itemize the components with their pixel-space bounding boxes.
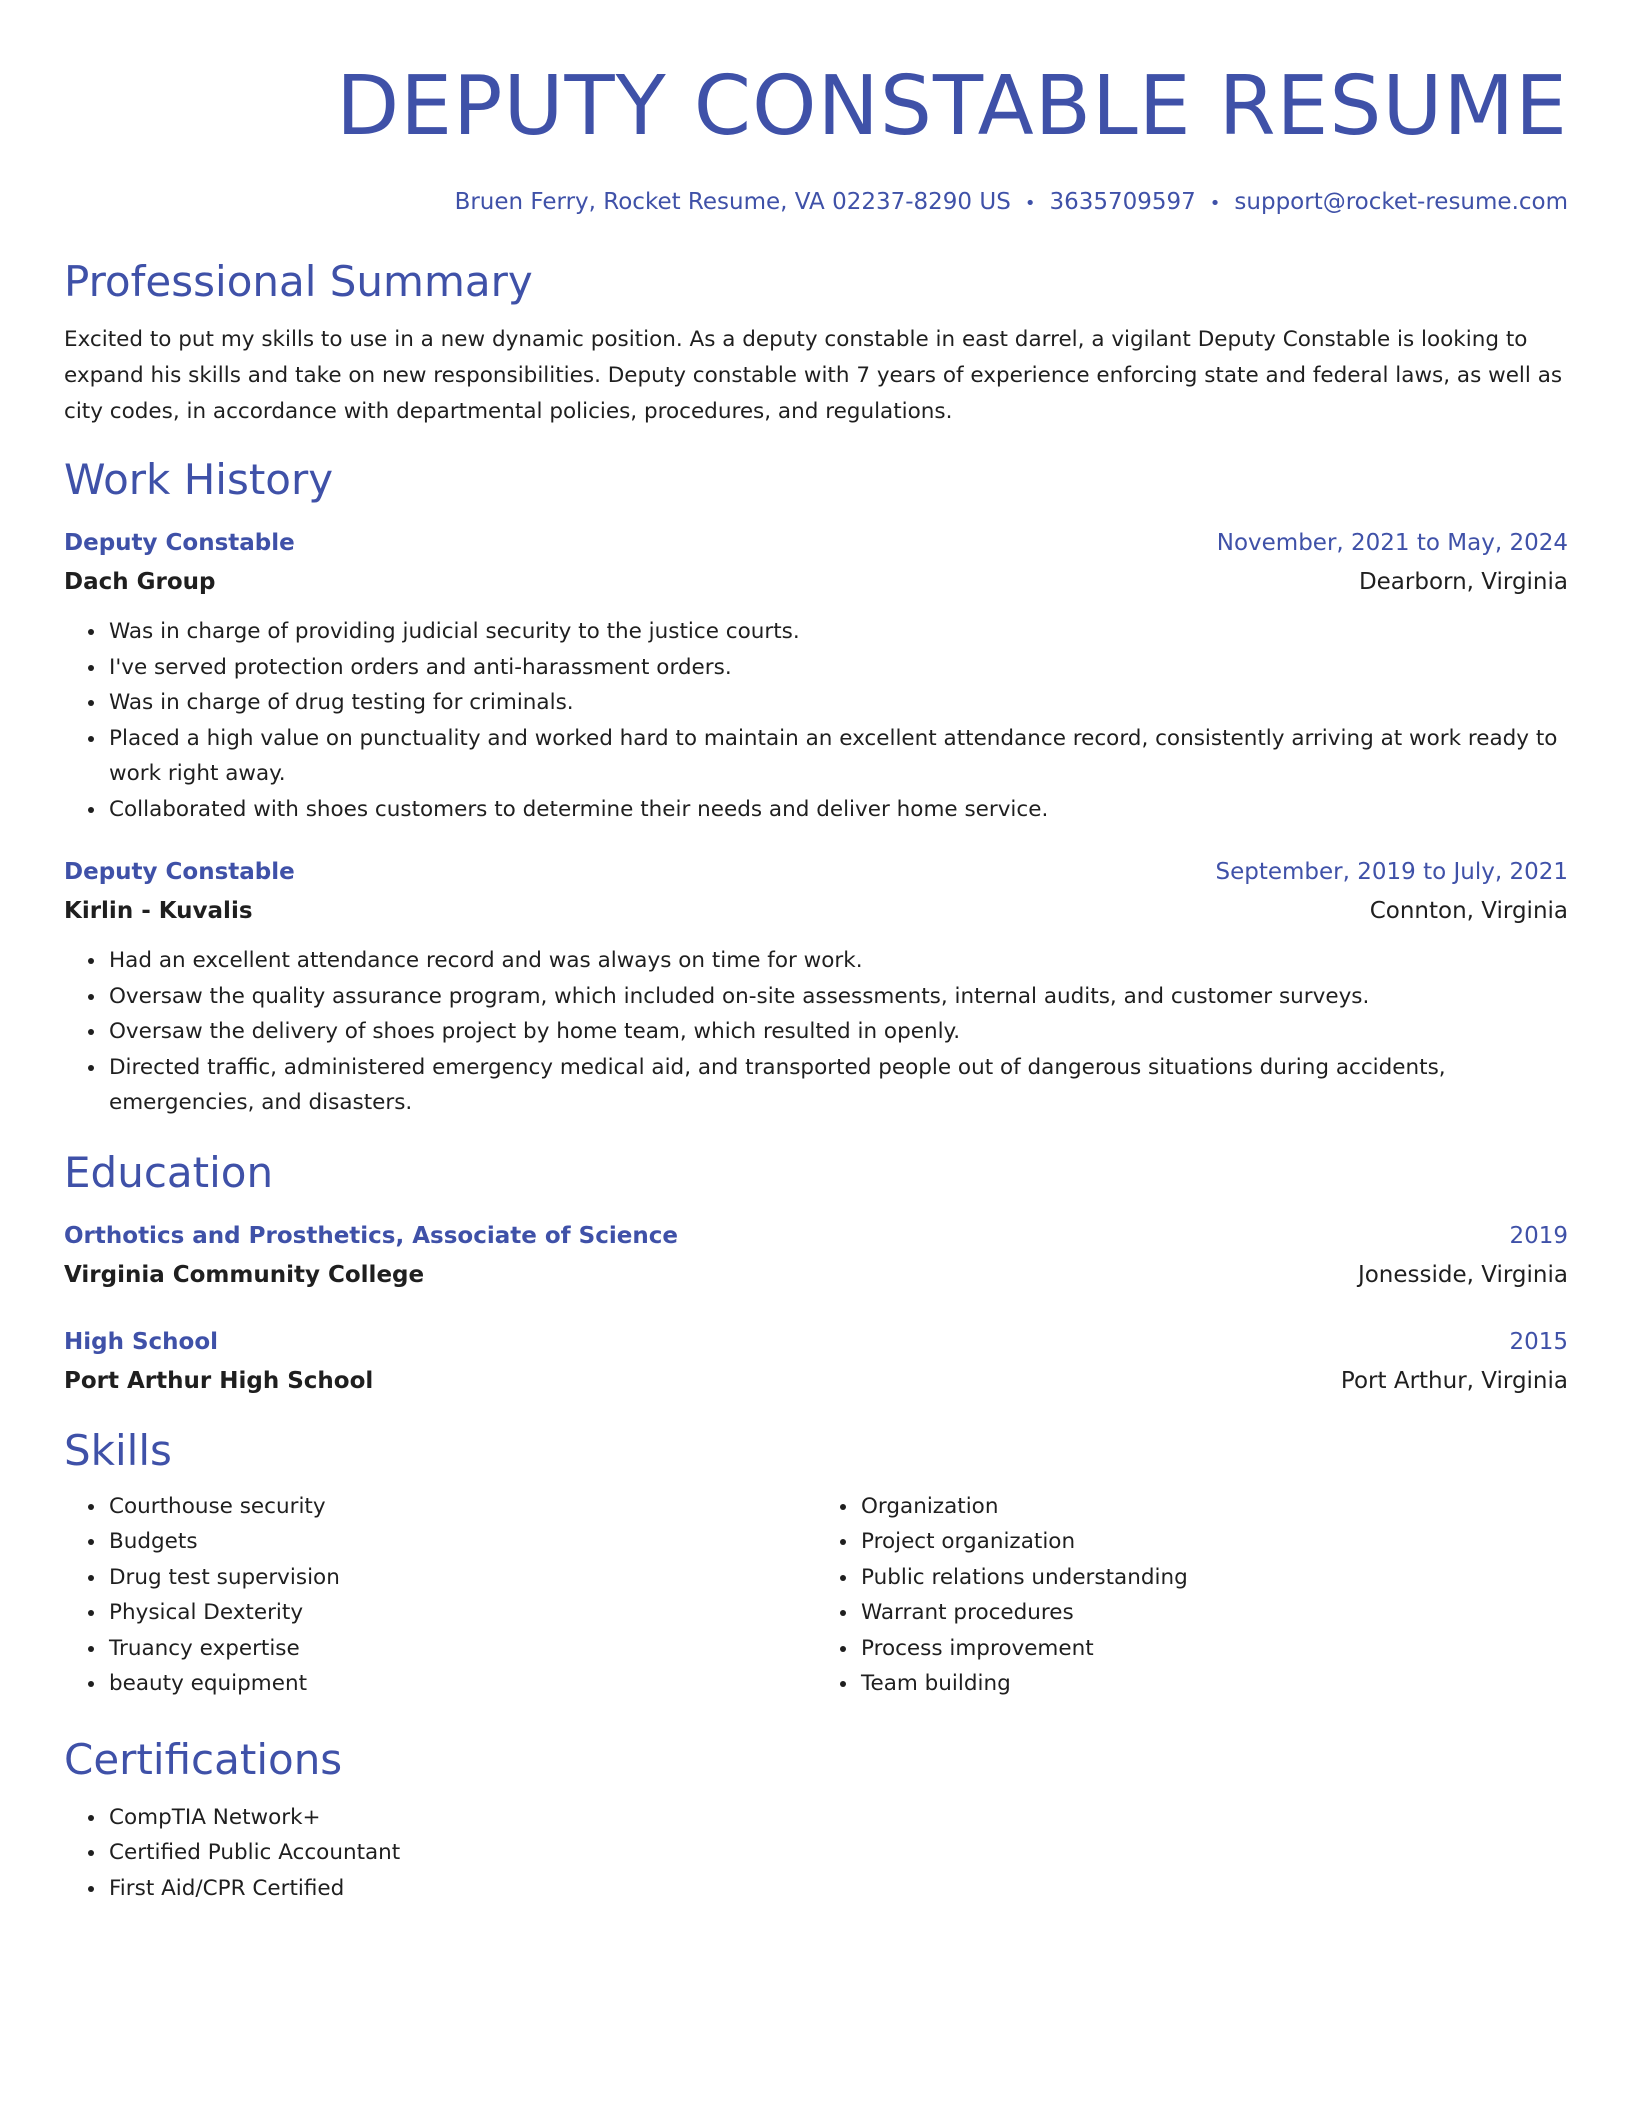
school-location: Jonesside, Virginia (1357, 1261, 1568, 1288)
work-entry-subheader (64, 562, 1568, 602)
list-item: • Placed a high value on punctuality and worked hard to maintain an excellent attendance record, consistently arriving at work ready to work right away. (107, 721, 1568, 792)
summary-text: Excited to put my skills to use in a new dynamic position. As a deputy constable in east darrel, a vigilant Deputy Constable is looking to expand his skills and take on new responsibilities. Deputy constable with 7 years of experience enforcing state and federal laws, as well as city codes, in accordance with departmental policies, procedures, and regulations. (64, 327, 1563, 424)
list-item: • Oversaw the quality assurance program, which included on-site assessments, internal audits, and customer surveys. (107, 979, 1568, 1015)
skills-list-right (816, 1489, 1568, 1702)
graduation-year: 2019 (1509, 1222, 1568, 1249)
resume-header (64, 0, 1568, 220)
skill-item: • Truancy expertise (107, 1631, 816, 1667)
contact-separator: • (1024, 193, 1036, 214)
contact-line (64, 186, 1568, 220)
list-item: • Was in charge of providing judicial security to the justice courts. (107, 614, 1568, 650)
degree-title: High School (64, 1328, 219, 1355)
certifications-list (64, 1800, 1568, 1907)
section-heading-skills: Skills (64, 1425, 172, 1475)
skill-item: • Organization (859, 1489, 1568, 1525)
skill-item: • Physical Dexterity (107, 1595, 816, 1631)
contact-separator: • (1209, 193, 1221, 214)
job-dates: November, 2021 to May, 2024 (1216, 530, 1568, 556)
section-heading-summary: Professional Summary (64, 257, 533, 306)
skill-item: • Budgets (107, 1524, 816, 1560)
list-item: • I've served protection orders and anti-harassment orders. (107, 650, 1568, 686)
list-item: • Was in charge of drug testing for criminals. (107, 685, 1568, 721)
contact-phone: 3635709597 (1049, 189, 1196, 215)
work-entry-header (64, 524, 1568, 562)
education-entry (64, 1323, 1568, 1401)
job-dates: September, 2019 to July, 2021 (1215, 859, 1568, 885)
section-heading-work-history: Work History (64, 455, 334, 504)
work-entry-header (64, 853, 1568, 891)
degree-title: Orthotics and Prosthetics, Associate of Science (64, 1222, 678, 1249)
job-location: Dearborn, Virginia (1358, 569, 1568, 595)
list-item: • Directed traffic, administered emergency medical aid, and transported people out of dangerous situations during accidents, emergencies, and disasters. (107, 1050, 1568, 1121)
job-bullets (64, 614, 1568, 827)
skill-item: • Team building (859, 1666, 1568, 1702)
education-entry-subheader (64, 1361, 1568, 1401)
certification-item: • CompTIA Network+ (107, 1800, 1568, 1836)
work-entry (64, 524, 1568, 827)
skill-item: • Process improvement (859, 1631, 1568, 1667)
job-title: Deputy Constable (64, 859, 295, 885)
section-heading-education: Education (64, 1147, 274, 1197)
resume-title: DEPUTY CONSTABLE RESUME (336, 59, 1568, 154)
skill-item: • Public relations understanding (859, 1560, 1568, 1596)
list-item: • Oversaw the delivery of shoes project by home team, which resulted in openly. (107, 1014, 1568, 1050)
job-location: Connton, Virginia (1369, 898, 1568, 924)
section-heading-certifications: Certifications (64, 1734, 343, 1784)
skills-grid (64, 1489, 1568, 1702)
work-entry-subheader (64, 891, 1568, 931)
skill-item: • Project organization (859, 1524, 1568, 1560)
job-bullets (64, 943, 1568, 1121)
skill-item: • Warrant procedures (859, 1595, 1568, 1631)
list-item: • Had an excellent attendance record and was always on time for work. (107, 943, 1568, 979)
certification-item: • First Aid/CPR Certified (107, 1871, 1568, 1907)
skill-item: • Drug test supervision (107, 1560, 816, 1596)
education-entry (64, 1217, 1568, 1295)
job-company: Dach Group (64, 569, 216, 595)
job-title: Deputy Constable (64, 530, 295, 556)
certification-item: • Certified Public Accountant (107, 1835, 1568, 1871)
contact-email: support@rocket-resume.com (1234, 189, 1568, 215)
school-name: Port Arthur High School (64, 1367, 374, 1394)
job-company: Kirlin - Kuvalis (64, 898, 253, 924)
education-entry-header (64, 1323, 1568, 1361)
skills-list-left (64, 1489, 816, 1702)
list-item: • Collaborated with shoes customers to determine their needs and deliver home service. (107, 792, 1568, 828)
contact-address: Bruen Ferry, Rocket Resume, VA 02237-8290 US (454, 189, 1011, 215)
school-name: Virginia Community College (64, 1261, 425, 1288)
skill-item: • beauty equipment (107, 1666, 816, 1702)
school-location: Port Arthur, Virginia (1340, 1367, 1568, 1394)
education-entry-subheader (64, 1255, 1568, 1295)
skill-item: • Courthouse security (107, 1489, 816, 1525)
work-entry (64, 853, 1568, 1121)
graduation-year: 2015 (1509, 1328, 1568, 1355)
education-entry-header (64, 1217, 1568, 1255)
